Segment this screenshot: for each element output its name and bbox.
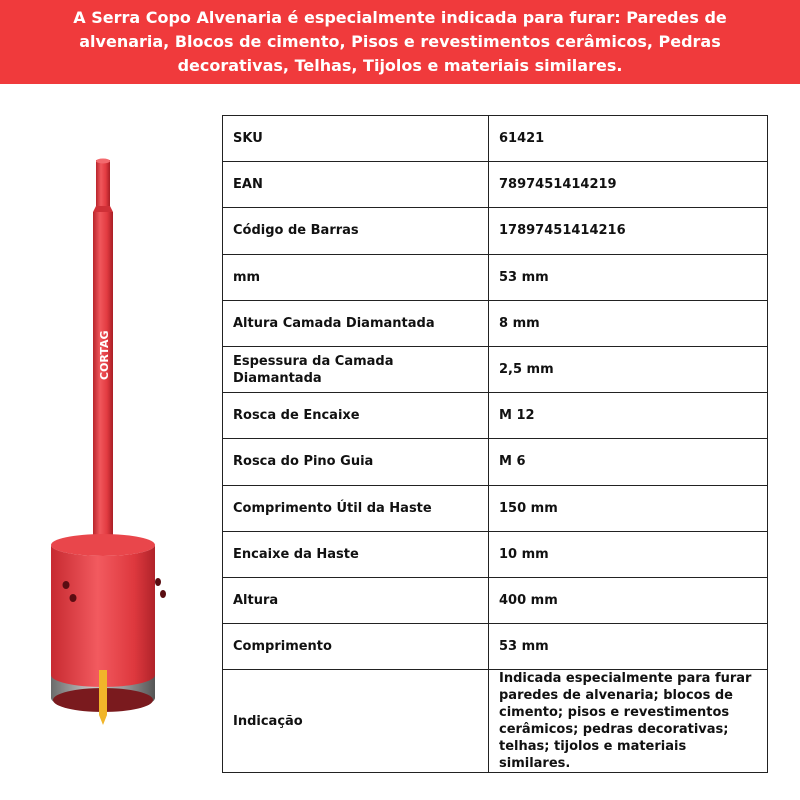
header-banner	[0, 0, 800, 84]
spec-label: SKU	[223, 116, 489, 162]
spec-value: 61421	[489, 116, 768, 162]
table-row	[223, 624, 768, 670]
spec-value: 400 mm	[489, 577, 768, 623]
spec-value: 53 mm	[489, 624, 768, 670]
table-row	[223, 208, 768, 254]
table-row	[223, 439, 768, 485]
spec-label: Espessura da Camada Diamantada	[223, 346, 489, 392]
table-row	[223, 300, 768, 346]
hole-saw-drill-bit-image	[40, 150, 200, 800]
table-row	[223, 531, 768, 577]
spec-label: Altura Camada Diamantada	[223, 300, 489, 346]
table-row	[223, 162, 768, 208]
table-row	[223, 393, 768, 439]
specs-table	[222, 115, 768, 773]
spec-label: EAN	[223, 162, 489, 208]
spec-label: Comprimento	[223, 624, 489, 670]
spec-label: Altura	[223, 577, 489, 623]
table-row	[223, 670, 768, 773]
spec-value: 2,5 mm	[489, 346, 768, 392]
spec-label: Indicação	[223, 670, 489, 773]
spec-value: 7897451414219	[489, 162, 768, 208]
spec-value: M 6	[489, 439, 768, 485]
banner-text: A Serra Copo Alvenaria é especialmente indicada para furar: Paredes de alvenaria, Blocos de cimento, Pisos e revestimentos cerâmicos, Pedras decorativas, Telhas, Tijolos e materiais similares.	[73, 8, 727, 75]
table-row	[223, 116, 768, 162]
table-row	[223, 485, 768, 531]
table-row	[223, 577, 768, 623]
spec-label: mm	[223, 254, 489, 300]
spec-value: 150 mm	[489, 485, 768, 531]
spec-label: Rosca de Encaixe	[223, 393, 489, 439]
spec-value: 10 mm	[489, 531, 768, 577]
spec-value: 17897451414216	[489, 208, 768, 254]
spec-value: M 12	[489, 393, 768, 439]
spec-label: Comprimento Útil da Haste	[223, 485, 489, 531]
spec-value: Indicada especialmente para furar paredes de alvenaria; blocos de cimento; pisos e revestimentos cerâmicos; pedras decorativas; telhas; tijolos e materiais similares.	[489, 670, 768, 773]
spec-label: Código de Barras	[223, 208, 489, 254]
spec-value: 53 mm	[489, 254, 768, 300]
brand-logo: CORTAG	[98, 330, 111, 380]
spec-value: 8 mm	[489, 300, 768, 346]
table-row	[223, 346, 768, 392]
table-row	[223, 254, 768, 300]
spec-label: Encaixe da Haste	[223, 531, 489, 577]
spec-label: Rosca do Pino Guia	[223, 439, 489, 485]
